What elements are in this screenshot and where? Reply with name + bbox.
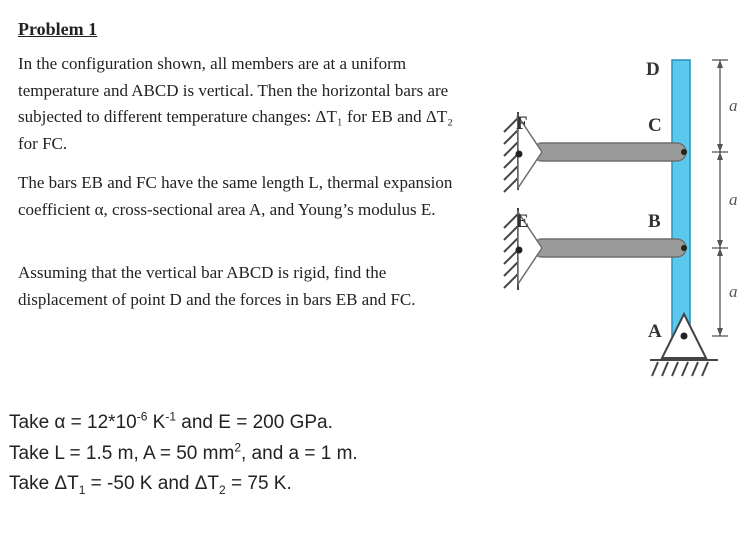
problem-paragraph-1: In the configuration shown, all members are at a uniform temperature and ABCD is vertical. Then the horizontal bars are subjected to different temperature changes: ΔT₁ for EB and ΔT₂ for FC.: [18, 54, 454, 153]
pin-c: [681, 149, 687, 155]
label-a: A: [648, 321, 662, 342]
structure-diagram: [478, 40, 740, 390]
label-f: F: [516, 113, 528, 134]
problem-title: Problem 1: [18, 19, 98, 39]
pin-e: [516, 247, 523, 254]
dimension-label-a-middle: a: [729, 190, 738, 209]
label-b: B: [648, 211, 661, 232]
label-c: C: [648, 115, 662, 136]
dimension-label-a-bottom: a: [729, 282, 738, 301]
given-alpha-e: Take $\alpha = 12*10^{-6}$ $K^{-1}$ and E = 200 GPa.: [9, 409, 333, 433]
pin-b: [681, 245, 687, 251]
pin-a: [681, 333, 688, 340]
given-delta-t: Take $\Delta T_1 = -50$ K and $\Delta T_2 = 75$ K.: [9, 473, 292, 497]
pin-f: [516, 151, 523, 158]
given-l-a: Take L = 1.5 m, A = 50 $mm^2$, and a = 1 m.: [9, 440, 358, 464]
label-e: E: [516, 211, 529, 232]
problem-paragraph-3: Assuming that the vertical bar ABCD is rigid, find the displacement of point D and the forces in bars EB and FC.: [18, 263, 416, 309]
ground-hatch: [650, 360, 718, 376]
member-eb: [533, 239, 686, 257]
dimension-label-a-top: a: [729, 96, 738, 115]
label-d: D: [646, 59, 660, 80]
problem-paragraph-2: The bars EB and FC have the same length L, thermal expansion coefficient α, cross-sectional area A, and Young’s modulus E.: [18, 173, 453, 219]
rigid-bar-abcd: [672, 60, 690, 360]
dimension-line: [712, 60, 728, 336]
member-fc: [533, 143, 686, 161]
